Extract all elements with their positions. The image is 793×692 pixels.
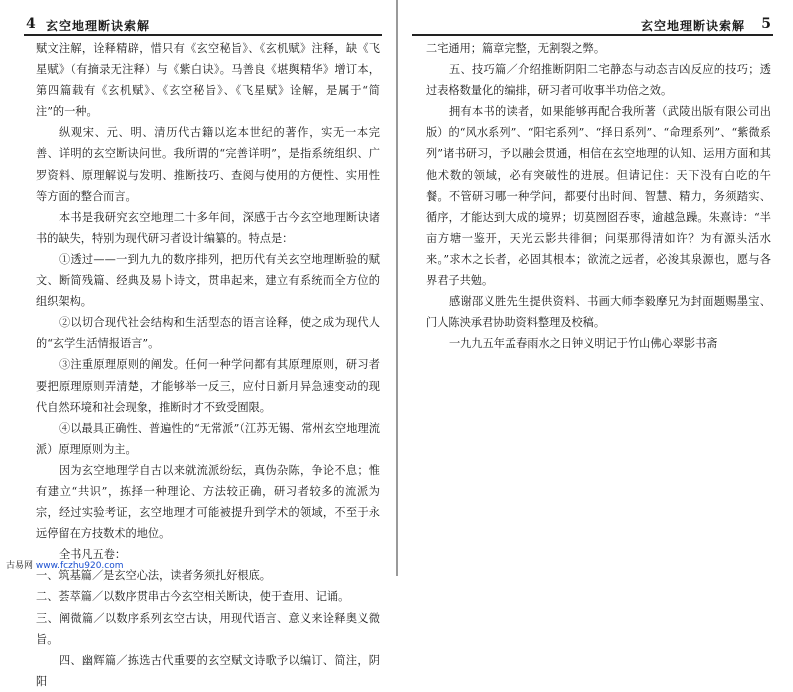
left-header-rule [24,34,382,36]
watermark-footer [6,558,124,571]
right-page-header [414,14,771,36]
paragraph: ②以切合现代社会结构和生活型态的语言诠释，使之成为现代人的“玄学生活情报语言”。 [36,316,380,351]
right-page [398,0,793,576]
left-page [0,0,398,688]
left-page-header [26,14,380,36]
right-page-body [426,38,771,354]
left-page-number: 4 [26,16,36,32]
paragraph: ④以最具正确性、普遍性的“无常派”（江苏无锡、常州玄空地理流派）原理原则为主。 [36,421,380,456]
right-header-rule [412,34,773,36]
list-item: 一、筑基篇／是玄空心法，读者务须扎好根底。 [36,569,271,583]
paragraph: 本书是我研究玄空地理二十多年间，深感于古今玄空地理断诀诸书的缺失，特别为现代研习者设计编纂的。特点是： [36,210,380,245]
paragraph: ③注重原理原则的阐发。任何一种学问都有其原理原则，研习者要把原理原则弄清楚，才能够举一反三，应付日新月异急速变动的现代自然环境和社会现象，推断时才不致受囿限。 [36,358,380,414]
list-item: 三、阐微篇／以数序系列玄空古诀，用现代语言、意义来诠释奥义微旨。 [36,611,380,646]
paragraph: 全书凡五卷： [58,548,127,562]
site-url: www.fczhu920.com [35,561,124,571]
paragraph: 赋文注解，诠释精辟，惜只有《玄空秘旨》、《玄机赋》注释，缺《飞星赋》（有摘录无注释）与《紫白诀》。马善良《堪舆精华》增订本，第四篇载有《玄机赋》、《玄空秘旨》、《飞星赋》诠解，是属于“简注”的一种。 [36,42,380,119]
paragraph: 二宅通用；篇章完整，无割裂之弊。 [426,42,606,55]
paragraph: ①透过——一到九九的数序排列，把历代有关玄空地理断验的赋文、断简残篇、经典及易卜诗文，贯串起来，建立有系统而全方位的组织架构。 [36,252,380,309]
site-name: 古易网 [6,561,34,571]
paragraph: 纵观宋、元、明、清历代古籍以迄本世纪的著作，实无一本完善、详明的玄空断诀问世。我所谓的“完善详明”，是指系统组织、广罗资料、原理解说与发明、推断技巧、查阅与使用的方便性、实用性等方面的整合而言。 [36,126,380,203]
signature-line: 一九九五年孟春雨水之日钟义明记于竹山佛心翠影书斋 [448,337,718,351]
paragraph: 感谢邵义胜先生提供资料、书画大师李毅摩兄为封面题赐墨宝、门人陈泱承君协助资料整理及校稿。 [426,295,771,330]
list-item: 五、技巧篇／介绍推断阴阳二宅静态与动态吉凶反应的技巧；透过表格数量化的编排，研习者可收事半功倍之效。 [426,63,771,98]
list-item: 二、荟萃篇／以数序贯串古今玄空相关断诀，使于查用、记诵。 [36,590,350,604]
left-page-body [36,38,380,692]
right-running-title: 玄空地理断诀索解 [640,19,745,33]
right-page-number: 5 [761,16,771,32]
paragraph: 拥有本书的读者，如果能够再配合我所著（武陵出版有限公司出版）的“风水系列”、“阳宅系列”、“择日系列”、“命理系列”、“紫微系列”诸书研习，予以融会贯通，相信在玄空地理的认知、运用方面和其他术数的领域，必有突破性的进展。但请记住：天下没有白吃的午餐。不管研习哪一种学问，都要付出时间、智慧、精力，务须踏实、循序，才能达到大成的境界；切莫囫囵吞枣，逾越急躁。朱熹诗：“半亩方塘一鉴开，天光云影共徘徊；问渠那得清如许？为有源头活水来。”求木之长者，必固其根本；欲流之远者，必浚其泉源也，愿与各界君子共勉。 [426,105,771,288]
left-running-title: 玄空地理断诀索解 [46,19,151,33]
list-item: 四、幽辉篇／拣选古代重要的玄空赋文诗歌予以编订、简注，阴阳 [36,653,380,688]
paragraph: 因为玄空地理学自古以来就流派纷纭，真伪杂陈，争论不息；惟有建立“共识”，拣择一种理论、方法较正确，研习者较多的流派为宗，经过实验考证，玄空地理才可能被提升到学术的领域，不至于永远停留在方技数术的地位。 [36,463,380,541]
